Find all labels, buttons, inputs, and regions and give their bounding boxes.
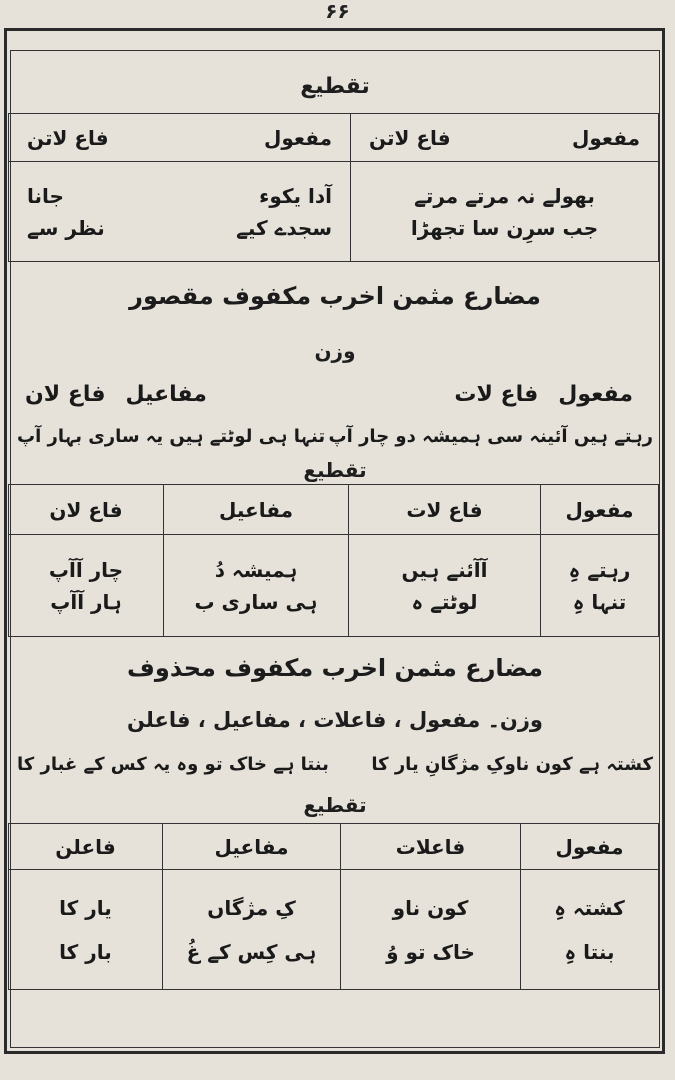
section1-right-cell bbox=[351, 162, 659, 262]
section2-r2c1: تنہا ہِ bbox=[572, 589, 627, 614]
section3-r2c1: بنتا ہِ bbox=[564, 939, 615, 964]
section3-r1c1: کشتہ ہِ bbox=[554, 895, 625, 920]
section3-header-faailaat: فاعلات bbox=[341, 824, 521, 870]
section1-left-line2-a: سجدے کیے bbox=[236, 215, 332, 240]
section2-table bbox=[8, 484, 659, 637]
section3-r2c3: ہی کِس کے غُ bbox=[186, 939, 317, 964]
section2-verse bbox=[11, 416, 659, 456]
section2-cell-col2 bbox=[349, 535, 541, 637]
section3-verse-right: کشتہ ہے کون ناوکِ مژگانِ یار کا bbox=[371, 753, 653, 775]
section2-r2c4: ہار آآپ bbox=[50, 589, 122, 614]
section3-header-mafaeel: مفاعیل bbox=[163, 824, 341, 870]
section3-r1c3: کِ مژگاں bbox=[207, 895, 296, 920]
section3-table bbox=[8, 823, 659, 990]
section2-verse-left: تنہا ہی لوٹتے ہیں یہ ساری بہار آپ bbox=[17, 425, 326, 447]
section3-r2c2: خاک تو وُ bbox=[386, 939, 475, 964]
section1-heading: تقطیع bbox=[300, 74, 370, 99]
section2-wazn-label: وزن bbox=[314, 339, 356, 363]
section3-verse bbox=[11, 741, 659, 787]
section2-title: مضارع مثمن اخرب مکفوف مقصور bbox=[129, 282, 541, 310]
section1-left-cell bbox=[9, 162, 351, 262]
section2-foot-1: مفعول bbox=[558, 381, 633, 407]
section2-header-faa-laan: فاع لان bbox=[9, 485, 164, 535]
section2-cell-col3 bbox=[164, 535, 349, 637]
section2-header-mafool: مفعول bbox=[541, 485, 659, 535]
section1-left-line1-a: آدا یکوء bbox=[259, 183, 332, 208]
section1-right-line1: بھولے نہ مرتے مرتے bbox=[414, 183, 595, 208]
section3-r1c2: کون ناو bbox=[392, 895, 469, 920]
section2-r1c1: رہتے ہِ bbox=[568, 557, 631, 582]
section2-r1c4: چار آآپ bbox=[48, 557, 124, 582]
section2-foot-2: فاع لات bbox=[454, 381, 539, 407]
section2-foot-3: مفاعیل bbox=[125, 381, 207, 407]
section2-verse-right: رہتے ہیں آئینہ سی ہمیشہ دو چار آپ bbox=[328, 425, 653, 447]
foot-mafool-right: مفعول bbox=[572, 125, 640, 150]
section1-right-header bbox=[351, 114, 659, 162]
section1-right-line2: جب سرِن سا تجھڑا bbox=[410, 215, 599, 240]
section3-cell-col1 bbox=[521, 870, 659, 990]
section2-foot-4: فاع لان bbox=[25, 381, 106, 407]
section2-r2c2: لوٹتے ہ bbox=[411, 589, 478, 614]
section3-taqti-heading: تقطیع bbox=[303, 793, 367, 817]
section3-title: مضارع مثمن اخرب مکفوف محذوف bbox=[127, 654, 543, 682]
foot-faa-laatun-left: فاع لاتن bbox=[27, 125, 109, 150]
section1-table bbox=[8, 113, 659, 262]
section2-cell-col4 bbox=[9, 535, 164, 637]
section3-cell-col4 bbox=[9, 870, 163, 990]
section1-left-line2-b: نظر سے bbox=[27, 215, 105, 240]
foot-mafool-left: مفعول bbox=[264, 125, 332, 150]
section2-header-mafaeel: مفاعیل bbox=[164, 485, 349, 535]
section3-header-faailun: فاعلن bbox=[9, 824, 163, 870]
section3-cell-col3 bbox=[163, 870, 341, 990]
page-number: ۶۶ bbox=[325, 0, 350, 23]
section1-left-header bbox=[9, 114, 351, 162]
section1-left-line1-b: جانا bbox=[27, 183, 64, 208]
page-body bbox=[10, 50, 660, 1048]
section3-cell-col2 bbox=[341, 870, 521, 990]
section3-r2c4: بار کا bbox=[59, 939, 112, 964]
section2-taqti-heading: تقطیع bbox=[303, 458, 367, 482]
section3-r1c4: یار کا bbox=[59, 895, 112, 920]
foot-faa-laatun-right: فاع لاتن bbox=[369, 125, 451, 150]
section2-cell-col1 bbox=[541, 535, 659, 637]
section3-header-mafool: مفعول bbox=[521, 824, 659, 870]
section2-r1c2: آآئنے ہیں bbox=[401, 557, 488, 582]
section2-feet-row bbox=[11, 372, 659, 416]
section3-verse-left: بنتا ہے خاک تو وہ یہ کس کے غبار کا bbox=[17, 753, 329, 775]
section2-r1c3: ہمیشہ دُ bbox=[214, 557, 298, 582]
section2-r2c3: ہی ساری ب bbox=[194, 589, 318, 614]
section2-header-faa-laat: فاع لات bbox=[349, 485, 541, 535]
section3-wazn-line: وزن۔ مفعول ، فاعلات ، مفاعیل ، فاعلن bbox=[127, 708, 543, 732]
